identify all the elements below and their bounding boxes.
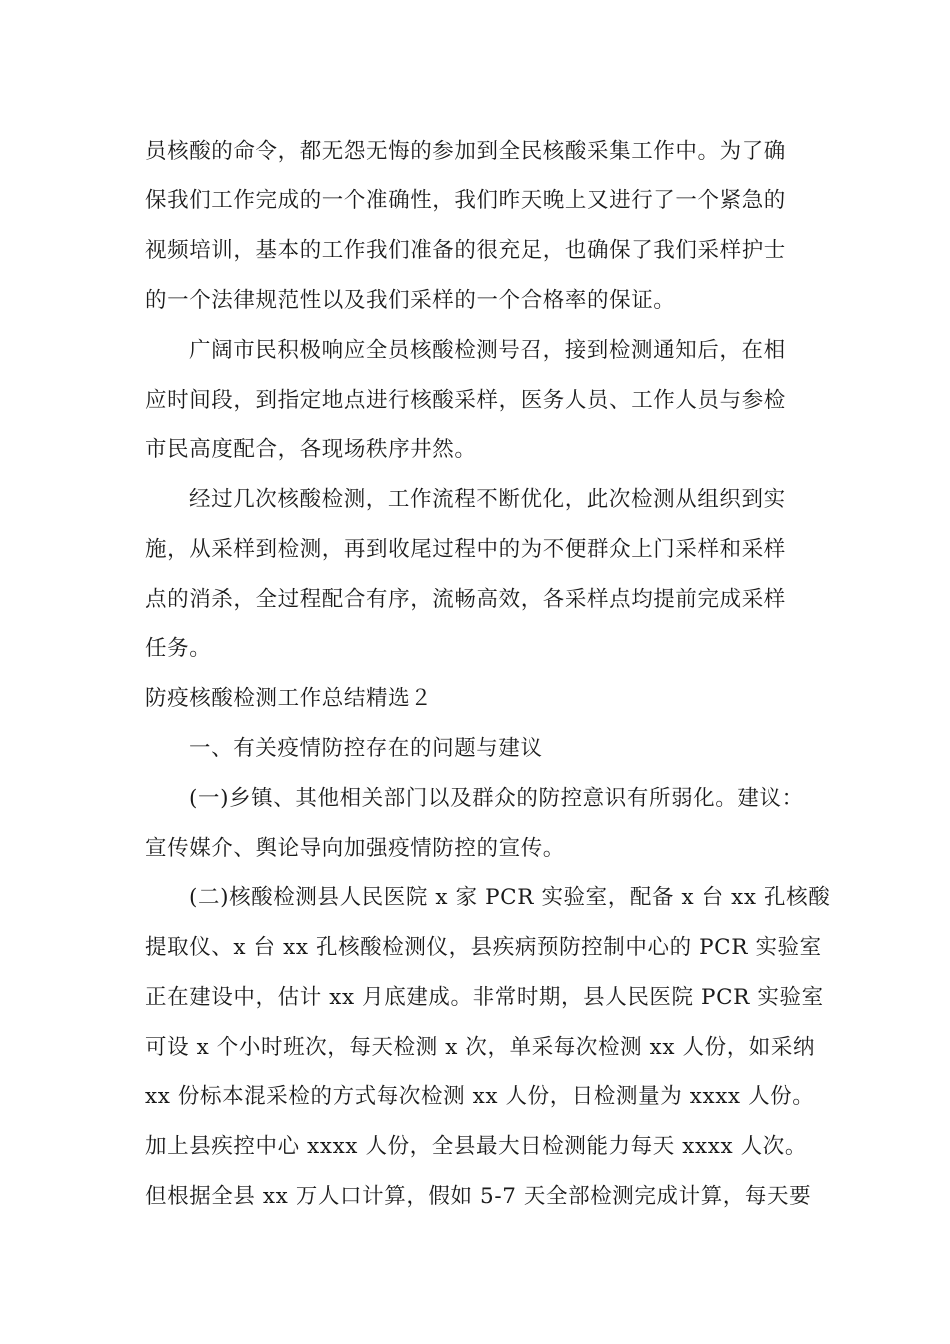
body-text-line: 提取仪、x 台 xx 孔核酸检测仪，县疾病预防控制中心的 PCR 实验室 — [145, 935, 822, 960]
paragraph-first-line: (一)乡镇、其他相关部门以及群众的防控意识有所弱化。建议： — [189, 786, 804, 811]
body-text-line: 宣传媒介、舆论导向加强疫情防控的宣传。 — [145, 836, 565, 861]
body-text-line: 任务。 — [145, 636, 212, 661]
body-text-line: 市民高度配合，各现场秩序井然。 — [145, 437, 477, 462]
body-text-line: 施，从采样到检测，再到收尾过程中的为不便群众上门采样和采样 — [145, 537, 786, 562]
body-text-line: 保我们工作完成的一个准确性，我们昨天晚上又进行了一个紧急的 — [145, 188, 786, 213]
body-text-line: 加上县疾控中心 xxxx 人份，全县最大日检测能力每天 xxxx 人次。 — [145, 1134, 807, 1159]
body-text-line: 的一个法律规范性以及我们采样的一个合格率的保证。 — [145, 288, 676, 313]
body-text-line: 员核酸的命令，都无怨无悔的参加到全民核酸采集工作中。为了确 — [145, 139, 786, 164]
body-text-line: 视频培训，基本的工作我们准备的很充足，也确保了我们采样护士 — [145, 238, 786, 263]
body-text-line: 应时间段，到指定地点进行核酸采样，医务人员、工作人员与参检 — [145, 388, 786, 413]
body-text-line: 正在建设中，估计 xx 月底建成。非常时期，县人民医院 PCR 实验室 — [145, 985, 824, 1010]
body-text-line: xx 份标本混采检的方式每次检测 xx 人份，日检测量为 xxxx 人份。 — [145, 1084, 815, 1109]
paragraph-first-line: (二)核酸检测县人民医院 x 家 PCR 实验室，配备 x 台 xx 孔核酸 — [189, 885, 831, 910]
body-text-line: 点的消杀，全过程配合有序，流畅高效，各采样点均提前完成采样 — [145, 587, 786, 612]
body-text-line: 可设 x 个小时班次，每天检测 x 次，单采每次检测 xx 人份，如采纳 — [145, 1035, 816, 1060]
section-heading: 防疫核酸检测工作总结精选２ — [145, 686, 433, 711]
paragraph-first-line: 经过几次核酸检测，工作流程不断优化，此次检测从组织到实 — [189, 487, 786, 512]
subsection-heading: 一、有关疫情防控存在的问题与建议 — [189, 736, 543, 761]
paragraph-first-line: 广阔市民积极响应全员核酸检测号召，接到检测通知后，在相 — [189, 338, 786, 363]
body-text-line: 但根据全县 xx 万人口计算，假如 5-7 天全部检测完成计算，每天要 — [145, 1184, 812, 1209]
